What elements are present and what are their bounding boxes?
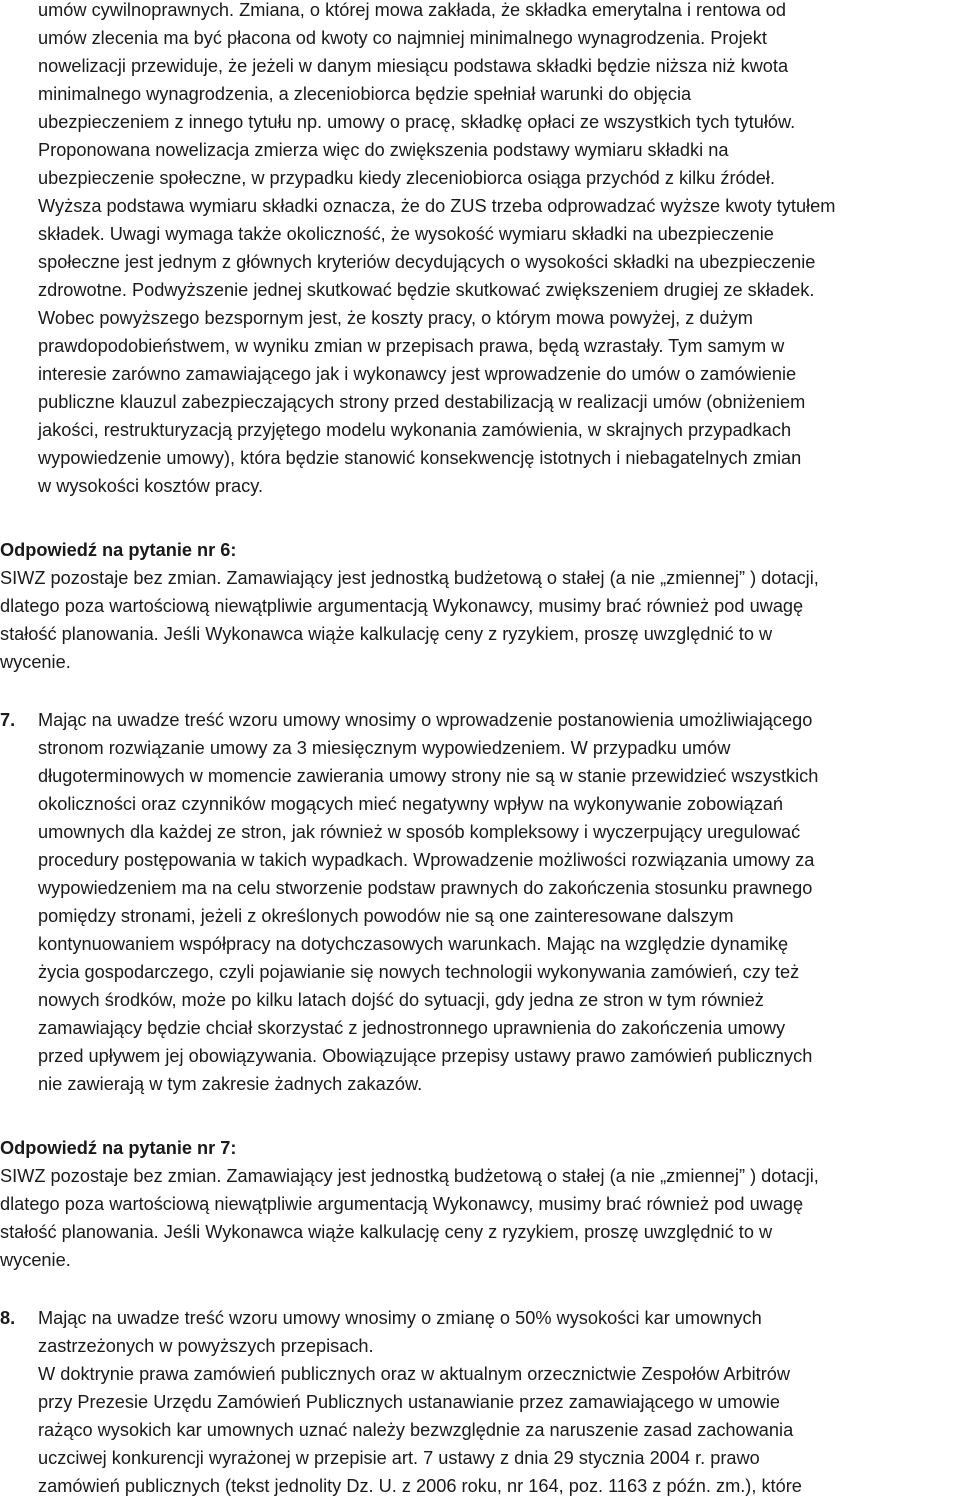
question-7-line: życia gospodarczego, czyli pojawianie się nowych technologii wykonywania zamówień, czy też xyxy=(38,962,800,982)
question-7-number: 7. xyxy=(0,710,16,730)
intro-line: Wobec powyższego bezspornym jest, że koszty pracy, o którym mowa powyżej, z dużym xyxy=(38,308,753,328)
question-7-line: zamawiający będzie chciał skorzystać z jednostronnego uprawnienia do zakończenia umowy xyxy=(38,1018,786,1038)
intro-line: w wysokości kosztów pracy. xyxy=(38,476,264,496)
answer-7-line: wycenie. xyxy=(0,1250,71,1270)
question-8-line: Mając na uwadze treść wzoru umowy wnosimy o zmianę o 50% wysokości kar umownych xyxy=(38,1308,762,1328)
question-7-line: okoliczności oraz czynników mogących mieć negatywny wpływ na wykonywanie zobowiązań xyxy=(38,794,784,814)
question-7-line: procedury postępowania w takich wypadkach. Wprowadzenie możliwości rozwiązania umowy za xyxy=(38,850,815,870)
answer-7-heading: Odpowiedź na pytanie nr 7: xyxy=(0,1138,237,1158)
question-7-line: wypowiedzeniem ma na celu stworzenie podstaw prawnych do zakończenia stosunku prawnego xyxy=(38,878,813,898)
answer-6-line: wycenie. xyxy=(0,652,71,672)
intro-line: Wyższa podstawa wymiaru składki oznacza, że do ZUS trzeba odprowadzać wyższe kwoty tytułem xyxy=(38,196,836,216)
question-7-line: stronom rozwiązanie umowy za 3 miesięcznym wypowiedzeniem. W przypadku umów xyxy=(38,738,731,758)
intro-line: nowelizacji przewiduje, że jeżeli w danym miesiącu podstawa składki będzie niższa niż kwota xyxy=(38,56,789,76)
intro-line: prawdopodobieństwem, w wyniku zmian w przepisach prawa, będą wzrastały. Tym samym w xyxy=(38,336,785,356)
answer-6-line: stałość planowania. Jeśli Wykonawca wiąże kalkulację ceny z ryzykiem, proszę uwzględnić to w xyxy=(0,624,773,644)
question-8-line: zastrzeżonych w powyższych przepisach. xyxy=(38,1336,374,1356)
intro-line: ubezpieczeniem z innego tytułu np. umowy o pracę, składkę opłaci ze wszystkich tych tytułów. xyxy=(38,112,796,132)
intro-line: publiczne klauzul zabezpieczających strony przed destabilizacją w realizacji umów (obniżeniem xyxy=(38,392,806,412)
question-7-line: kontynuowaniem współpracy na dotychczasowych warunkach. Mając na względzie dynamikę xyxy=(38,934,789,954)
intro-line: umów cywilnoprawnych. Zmiana, o której mowa zakłada, że składka emerytalna i rentowa od xyxy=(38,0,787,20)
question-7-line: Mając na uwadze treść wzoru umowy wnosimy o wprowadzenie postanowienia umożliwiającego xyxy=(38,710,813,730)
intro-line: minimalnego wynagrodzenia, a zleceniobiorca będzie spełniał warunki do objęcia xyxy=(38,84,692,104)
question-7-line: przed upływem jej obowiązywania. Obowiązujące przepisy ustawy prawo zamówień publicznych xyxy=(38,1046,813,1066)
question-7-line: długoterminowych w momencie zawierania umowy strony nie są w stanie przewidzieć wszystkich xyxy=(38,766,819,786)
intro-line: zdrowotne. Podwyższenie jednej skutkować będzie skutkować zwiększeniem drugiej ze składek. xyxy=(38,280,815,300)
intro-line: składek. Uwagi wymaga także okoliczność, że wysokość wymiaru składki na ubezpieczenie xyxy=(38,224,774,244)
intro-line: ubezpieczenie społeczne, w przypadku kiedy zleceniobiorca osiąga przychód z kilku źródeł. xyxy=(38,168,775,188)
question-8-line: W doktrynie prawa zamówień publicznych oraz w aktualnym orzecznictwie Zespołów Arbitrów xyxy=(38,1364,791,1384)
answer-7-line: dlatego poza wartościową niewątpliwie argumentacją Wykonawcy, musimy brać również pod uwagę xyxy=(0,1194,804,1214)
intro-line: interesie zarówno zamawiającego jak i wykonawcy jest wprowadzenie do umów o zamówienie xyxy=(38,364,797,384)
question-7-line: nowych środków, może po kilku latach dojść do sytuacji, gdy jedna ze stron w tym również xyxy=(38,990,764,1010)
question-8-line: zamówień publicznych (tekst jednolity Dz. U. z 2006 roku, nr 164, poz. 1163 z późn. zm.), które xyxy=(38,1476,802,1496)
intro-line: umów zlecenia ma być płacona od kwoty co najmniej minimalnego wynagrodzenia. Projekt xyxy=(38,28,767,48)
question-8-number: 8. xyxy=(0,1308,16,1328)
answer-7-line: SIWZ pozostaje bez zmian. Zamawiający jest jednostką budżetową o stałej (a nie „zmiennej” ) dotacji, xyxy=(0,1166,819,1186)
intro-line: jakości, restrukturyzacją przyjętego modelu wykonania zamówienia, w skrajnych przypadkach xyxy=(38,420,792,440)
question-7-line: umownych dla każdej ze stron, jak również w sposób kompleksowy i wyczerpujący uregulować xyxy=(38,822,801,842)
question-8-line: przy Prezesie Urzędu Zamówień Publicznych ustanawianie przez zamawiającego w umowie xyxy=(38,1392,780,1412)
intro-line: Proponowana nowelizacja zmierza więc do zwiększenia podstawy wymiaru składki na xyxy=(38,140,729,160)
intro-line: wypowiedzenie umowy), która będzie stanowić konsekwencję istotnych i niebagatelnych zmian xyxy=(38,448,802,468)
question-7-line: nie zawierają w tym zakresie żadnych zakazów. xyxy=(38,1074,423,1094)
question-8-line: rażąco wysokich kar umownych uznać należy bezwzględnie za naruszenie zasad zachowania xyxy=(38,1420,794,1440)
answer-6-heading: Odpowiedź na pytanie nr 6: xyxy=(0,540,237,560)
answer-7-line: stałość planowania. Jeśli Wykonawca wiąże kalkulację ceny z ryzykiem, proszę uwzględnić to w xyxy=(0,1222,773,1242)
question-7-line: pomiędzy stronami, jeżeli z określonych powodów nie są one zainteresowane dalszym xyxy=(38,906,734,926)
intro-line: społeczne jest jednym z głównych kryteriów decydujących o wysokości składki na ubezpieczenie xyxy=(38,252,816,272)
answer-6-line: dlatego poza wartościową niewątpliwie argumentacją Wykonawcy, musimy brać również pod uwagę xyxy=(0,596,804,616)
answer-6-line: SIWZ pozostaje bez zmian. Zamawiający jest jednostką budżetową o stałej (a nie „zmiennej” ) dotacji, xyxy=(0,568,819,588)
question-8-line: uczciwej konkurencji wyrażonej w przepisie art. 7 ustawy z dnia 29 stycznia 2004 r. prawo xyxy=(38,1448,760,1468)
